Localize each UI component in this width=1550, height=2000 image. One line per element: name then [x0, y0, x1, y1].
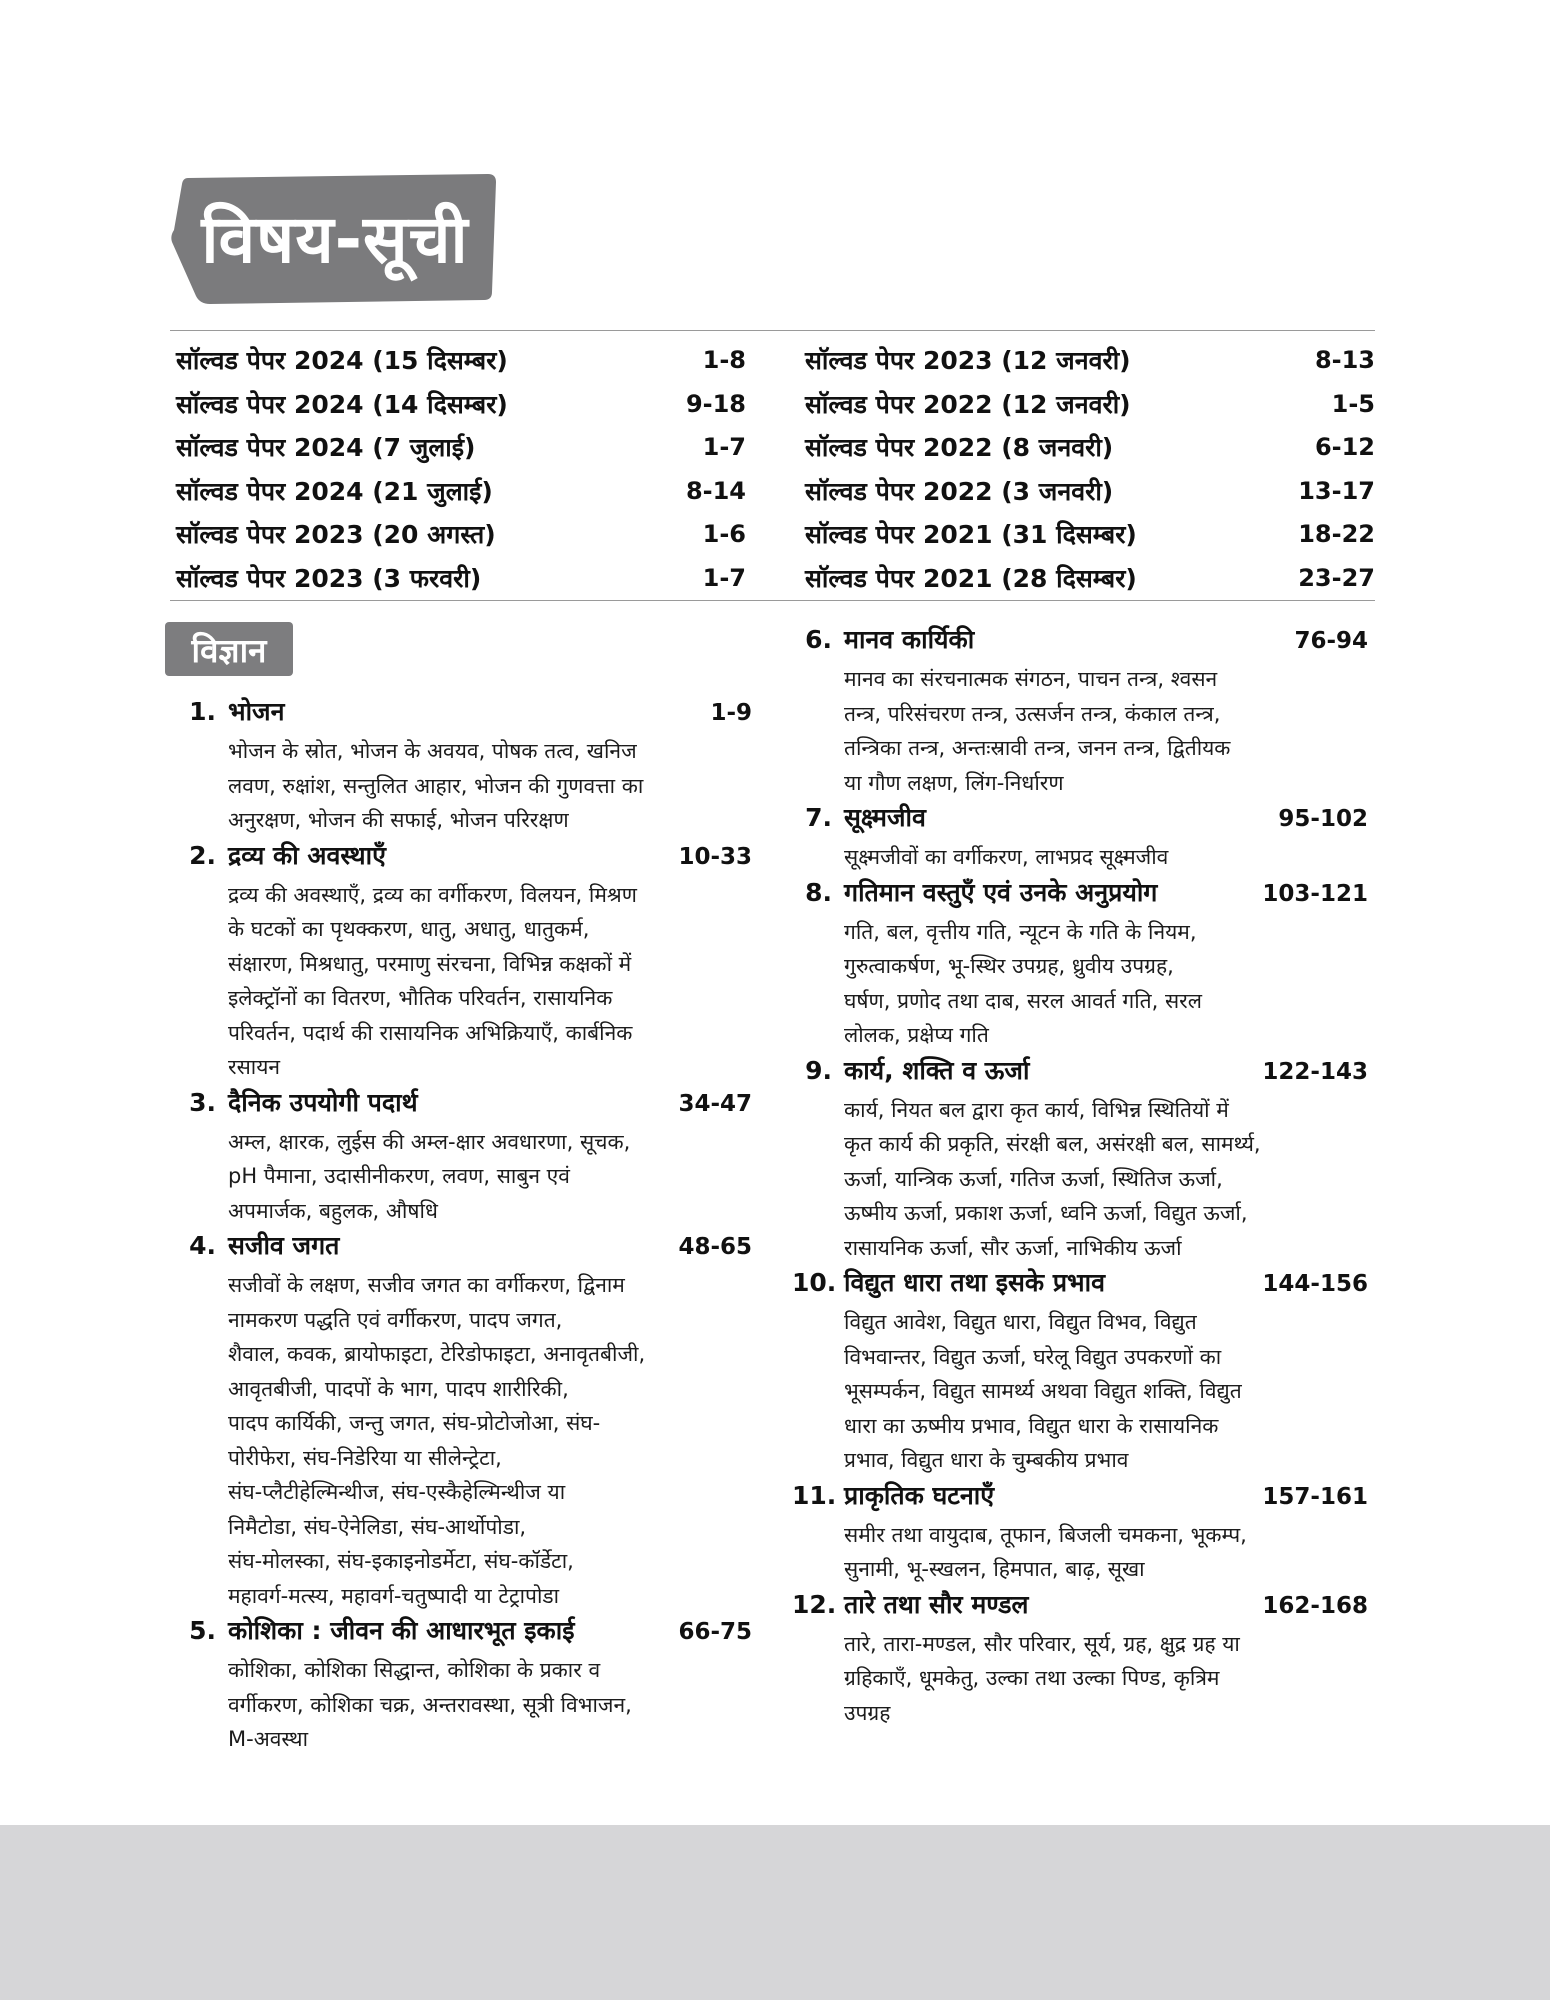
chapter-topics — [792, 1305, 1368, 1478]
chapter-entry — [792, 800, 1368, 875]
chapter-heading — [792, 1587, 1368, 1627]
chapter-topic-line: शैवाल, कवक, ब्रायोफाइटा, टेरिडोफाइटा, अनावृतबीजी, — [228, 1342, 646, 1366]
chapter-topic-line: सुनामी, भू-स्खलन, हिमपात, बाढ़, सूखा — [844, 1557, 1145, 1581]
chapter-pages: 1-9 — [710, 700, 752, 726]
chapter-topics — [792, 662, 1368, 800]
chapter-number: 8. — [805, 877, 832, 907]
chapter-pages: 48-65 — [678, 1234, 752, 1260]
solved-paper-row — [176, 382, 746, 426]
chapter-topic-line: ग्रहिकाएँ, धूमकेतु, उल्का तथा उल्का पिण्ड, कृत्रिम — [844, 1666, 1220, 1690]
chapter-topic-line: संक्षारण, मिश्रधातु, परमाणु संरचना, विभिन्न कक्षकों में — [228, 951, 632, 976]
chapter-topics — [176, 1653, 752, 1757]
chapter-topic-line: मानव का संरचनात्मक संगठन, पाचन तन्त्र, श्वसन — [844, 667, 1218, 691]
chapter-topic-line: तन्त्र, परिसंचरण तन्त्र, उत्सर्जन तन्त्र, कंकाल तन्त्र, — [844, 701, 1221, 726]
solved-paper-row — [176, 556, 746, 600]
solved-paper-pages: 1-5 — [1331, 389, 1375, 418]
solved-paper-row — [805, 469, 1375, 513]
chapter-entry — [792, 1265, 1368, 1478]
chapter-number: 3. — [189, 1087, 216, 1117]
chapter-topic-line: pH पैमाना, उदासीनीकरण, लवण, साबुन एवं — [228, 1164, 570, 1188]
chapter-entry — [792, 622, 1368, 800]
chapter-topic-line: सूक्ष्मजीवों का वर्गीकरण, लाभप्रद सूक्ष्मजीव — [844, 845, 1169, 869]
chapter-topic-line: वर्गीकरण, कोशिका चक्र, अन्तरावस्था, सूत्री विभाजन, — [228, 1692, 632, 1717]
chapter-entry — [792, 1587, 1368, 1731]
solved-paper-label: सॉल्वड पेपर 2024 (15 दिसम्बर) — [176, 346, 508, 375]
chapter-title: तारे तथा सौर मण्डल — [844, 1589, 1029, 1619]
chapter-topic-line: आवृतबीजी, पादपों के भाग, पादप शारीरिकी, — [228, 1376, 569, 1401]
chapter-topic-line: सजीवों के लक्षण, सजीव जगत का वर्गीकरण, द्विनाम — [228, 1273, 625, 1297]
chapter-topic-line: घर्षण, प्रणोद तथा दाब, सरल आवर्त गति, सरल — [844, 988, 1203, 1013]
solved-paper-label: सॉल्वड पेपर 2021 (31 दिसम्बर) — [805, 520, 1137, 549]
chapter-topic-line: लोलक, प्रक्षेप्य गति — [844, 1023, 989, 1047]
chapter-topic-line: द्रव्य की अवस्थाएँ, द्रव्य का वर्गीकरण, विलयन, मिश्रण — [228, 882, 637, 907]
solved-paper-label: सॉल्वड पेपर 2024 (7 जुलाई) — [176, 433, 476, 462]
solved-paper-row — [176, 512, 746, 556]
chapter-entry — [792, 875, 1368, 1053]
chapter-pages: 34-47 — [678, 1090, 752, 1117]
chapter-title: कोशिका : जीवन की आधारभूत इकाई — [228, 1616, 575, 1645]
chapters-left-column — [176, 694, 752, 1757]
footer-band — [0, 1825, 1550, 2000]
middle-rule — [170, 600, 1375, 601]
solved-paper-pages: 23-27 — [1298, 563, 1375, 592]
chapter-topic-line: परिवर्तन, पदार्थ की रासायनिक अभिक्रियाएँ, कार्बनिक — [228, 1020, 633, 1045]
solved-paper-pages: 1-7 — [702, 563, 746, 592]
chapter-topic-line: गुरुत्वाकर्षण, भू-स्थिर उपग्रह, ध्रुवीय उपग्रह, — [844, 954, 1174, 978]
chapter-topic-line: धारा का ऊष्मीय प्रभाव, विद्युत धारा के रासायनिक — [844, 1413, 1219, 1438]
solved-paper-row — [805, 425, 1375, 469]
chapter-pages: 122-143 — [1262, 1058, 1368, 1085]
chapter-topic-line: प्रभाव, विद्युत धारा के चुम्बकीय प्रभाव — [844, 1448, 1129, 1472]
solved-paper-row — [805, 382, 1375, 426]
chapter-number: 9. — [805, 1055, 832, 1085]
chapter-topic-line: या गौण लक्षण, लिंग-निर्धारण — [844, 770, 1064, 795]
chapter-topic-line: अनुरक्षण, भोजन की सफाई, भोजन परिरक्षण — [228, 808, 569, 832]
chapter-heading — [792, 800, 1368, 840]
chapter-number: 12. — [792, 1589, 837, 1619]
solved-paper-label: सॉल्वड पेपर 2022 (12 जनवरी) — [805, 389, 1131, 419]
chapter-topic-line: नामकरण पद्धति एवं वर्गीकरण, पादप जगत, — [228, 1307, 563, 1332]
chapter-heading — [176, 1228, 752, 1268]
chapter-topic-line: विभवान्तर, विद्युत ऊर्जा, घरेलू विद्युत उपकरणों का — [844, 1344, 1222, 1369]
chapter-topic-line: अपमार्जक, बहुलक, औषधि — [228, 1198, 438, 1223]
chapter-pages: 10-33 — [678, 843, 752, 870]
chapter-topic-line: ऊष्मीय ऊर्जा, प्रकाश ऊर्जा, ध्वनि ऊर्जा, विद्युत ऊर्जा, — [844, 1201, 1248, 1225]
chapter-topic-line: पोरीफेरा, संघ-निडेरिया या सीलेन्ट्रेटा, — [228, 1445, 502, 1470]
chapter-pages: 144-156 — [1262, 1271, 1368, 1297]
solved-paper-row — [176, 338, 746, 382]
chapter-pages: 76-94 — [1294, 628, 1368, 654]
chapter-pages: 157-161 — [1262, 1483, 1368, 1510]
chapter-heading — [176, 694, 752, 734]
page-title: विषय-सूची — [201, 201, 469, 278]
solved-paper-pages: 1-8 — [702, 346, 746, 374]
chapter-topic-line: संघ-मोलस्का, संघ-इकाइनोडर्मेटा, संघ-कॉर्डेटा, — [228, 1549, 574, 1573]
solved-paper-label: सॉल्वड पेपर 2024 (14 दिसम्बर) — [176, 389, 508, 419]
chapter-topics — [792, 915, 1368, 1053]
chapter-topic-line: कृत कार्य की प्रकृति, संरक्षी बल, असंरक्षी बल, सामर्थ्य, — [844, 1132, 1261, 1156]
chapter-topic-line: तन्त्रिका तन्त्र, अन्तःस्रावी तन्त्र, जनन तन्त्र, द्वितीयक — [844, 736, 1231, 760]
solved-paper-label: सॉल्वड पेपर 2022 (8 जनवरी) — [805, 433, 1114, 462]
solved-paper-pages: 13-17 — [1298, 476, 1375, 505]
solved-paper-label: सॉल्वड पेपर 2021 (28 दिसम्बर) — [805, 563, 1137, 593]
chapter-entry — [792, 1053, 1368, 1266]
top-rule — [170, 330, 1375, 331]
chapter-topic-line: इलेक्ट्रॉनों का वितरण, भौतिक परिवर्तन, रासायनिक — [228, 986, 613, 1010]
chapter-topics — [792, 1093, 1368, 1266]
chapter-topic-line: भूसम्पर्कन, विद्युत सामर्थ्य अथवा विद्युत शक्ति, विद्युत — [844, 1379, 1242, 1403]
chapter-title: सूक्ष्मजीव — [844, 803, 926, 832]
chapter-number: 10. — [792, 1268, 837, 1297]
chapter-entry — [792, 1478, 1368, 1587]
chapter-heading — [176, 1613, 752, 1653]
solved-paper-label: सॉल्वड पेपर 2023 (3 फरवरी) — [176, 563, 482, 593]
chapter-topic-line: समीर तथा वायुदाब, तूफान, बिजली चमकना, भूकम्प, — [844, 1522, 1247, 1547]
solved-paper-row — [805, 338, 1375, 382]
chapter-topic-line: विद्युत आवेश, विद्युत धारा, विद्युत विभव, विद्युत — [844, 1310, 1197, 1334]
chapter-number: 11. — [792, 1480, 837, 1510]
solved-paper-pages: 1-7 — [702, 433, 746, 461]
chapter-heading — [792, 1478, 1368, 1518]
chapter-entry — [176, 1085, 752, 1229]
chapter-topics — [176, 878, 752, 1085]
chapter-topic-line: अम्ल, क्षारक, लुईस की अम्ल-क्षार अवधारणा, सूचक, — [228, 1129, 631, 1154]
chapter-pages: 103-121 — [1262, 880, 1368, 907]
chapter-title: भोजन — [228, 697, 285, 726]
chapter-heading — [176, 838, 752, 878]
chapter-number: 4. — [189, 1231, 216, 1260]
solved-paper-row — [176, 425, 746, 469]
chapter-topic-line: ऊर्जा, यान्त्रिक ऊर्जा, गतिज ऊर्जा, स्थितिज ऊर्जा, — [844, 1166, 1223, 1191]
chapter-heading — [792, 1053, 1368, 1093]
chapter-topic-line: संघ-प्लैटीहेल्मिन्थीज, संघ-एस्कैहेल्मिन्थीज या — [228, 1480, 566, 1504]
chapter-topics — [792, 840, 1368, 875]
chapter-title: सजीव जगत — [228, 1231, 340, 1260]
chapter-topic-line: कार्य, नियत बल द्वारा कृत कार्य, विभिन्न स्थितियों में — [844, 1097, 1229, 1122]
chapter-topics — [176, 734, 752, 838]
solved-paper-pages: 18-22 — [1298, 520, 1375, 548]
chapter-topics — [176, 1268, 752, 1613]
solved-paper-label: सॉल्वड पेपर 2024 (21 जुलाई) — [176, 476, 493, 506]
solved-paper-label: सॉल्वड पेपर 2023 (12 जनवरी) — [805, 346, 1131, 375]
chapter-topic-line: के घटकों का पृथक्करण, धातु, अधातु, धातुकर्म, — [228, 917, 590, 941]
chapter-title: द्रव्य की अवस्थाएँ — [228, 840, 386, 870]
chapter-number: 2. — [189, 840, 216, 870]
chapter-topic-line: निमैटोडा, संघ-ऐनेलिडा, संघ-आर्थोपोडा, — [228, 1514, 527, 1539]
chapter-topic-line: भोजन के स्रोत, भोजन के अवयव, पोषक तत्व, खनिज — [228, 739, 637, 763]
chapter-title: दैनिक उपयोगी पदार्थ — [228, 1087, 418, 1117]
chapter-topic-line: रासायनिक ऊर्जा, सौर ऊर्जा, नाभिकीय ऊर्जा — [844, 1235, 1182, 1260]
chapter-number: 6. — [805, 625, 832, 654]
chapter-entry — [176, 694, 752, 838]
solved-paper-pages: 6-12 — [1314, 433, 1375, 461]
chapter-title: गतिमान वस्तुएँ एवं उनके अनुप्रयोग — [844, 877, 1158, 907]
solved-paper-row — [176, 469, 746, 513]
chapter-topic-line: गति, बल, वृत्तीय गति, न्यूटन के गति के नियम, — [844, 919, 1197, 944]
chapter-topic-line: लवण, रुक्षांश, सन्तुलित आहार, भोजन की गुणवत्ता का — [228, 773, 644, 798]
solved-paper-pages: 1-6 — [702, 520, 746, 548]
chapter-heading — [792, 622, 1368, 662]
solved-paper-row — [805, 512, 1375, 556]
chapter-number: 5. — [189, 1616, 216, 1645]
solved-paper-label: सॉल्वड पेपर 2023 (20 अगस्त) — [176, 520, 496, 549]
chapter-pages: 66-75 — [678, 1619, 752, 1645]
chapter-entry — [176, 838, 752, 1085]
chapters-right-column — [792, 622, 1368, 1730]
chapter-topic-line: उपग्रह — [844, 1700, 891, 1725]
chapter-topics — [792, 1627, 1368, 1731]
chapter-title: कार्य, शक्ति व ऊर्जा — [844, 1055, 1030, 1085]
solved-paper-pages: 8-14 — [685, 476, 746, 505]
chapter-entry — [176, 1613, 752, 1757]
chapter-heading — [792, 875, 1368, 915]
chapter-topic-line: पादप कार्यिकी, जन्तु जगत, संघ-प्रोटोजोआ, संघ- — [228, 1411, 601, 1435]
chapter-topics — [792, 1518, 1368, 1587]
chapter-topic-line: रसायन — [228, 1055, 281, 1079]
chapter-title: विद्युत धारा तथा इसके प्रभाव — [844, 1268, 1105, 1297]
solved-paper-pages: 9-18 — [685, 389, 746, 418]
solved-paper-pages: 8-13 — [1314, 346, 1375, 374]
section-label: विज्ञान — [165, 622, 293, 676]
chapter-pages: 162-168 — [1262, 1592, 1368, 1619]
chapter-heading — [792, 1265, 1368, 1305]
solved-paper-row — [805, 556, 1375, 600]
chapter-topic-line: M-अवस्था — [228, 1727, 309, 1751]
chapter-topic-line: महावर्ग-मत्स्य, महावर्ग-चतुष्पादी या टेट्रापोडा — [228, 1583, 560, 1608]
chapter-entry — [176, 1228, 752, 1613]
chapter-title: मानव कार्यिकी — [844, 625, 975, 654]
chapter-topic-line: कोशिका, कोशिका सिद्धान्त, कोशिका के प्रकार व — [228, 1658, 601, 1682]
chapter-number: 7. — [805, 803, 832, 832]
chapter-topic-line: तारे, तारा-मण्डल, सौर परिवार, सूर्य, ग्रह, क्षुद्र ग्रह या — [844, 1631, 1240, 1656]
title-tab — [170, 172, 500, 307]
solved-paper-label: सॉल्वड पेपर 2022 (3 जनवरी) — [805, 476, 1114, 506]
chapter-number: 1. — [189, 697, 216, 726]
chapter-pages: 95-102 — [1278, 806, 1368, 832]
chapter-heading — [176, 1085, 752, 1125]
chapter-title: प्राकृतिक घटनाएँ — [844, 1480, 995, 1510]
chapter-topics — [176, 1125, 752, 1229]
